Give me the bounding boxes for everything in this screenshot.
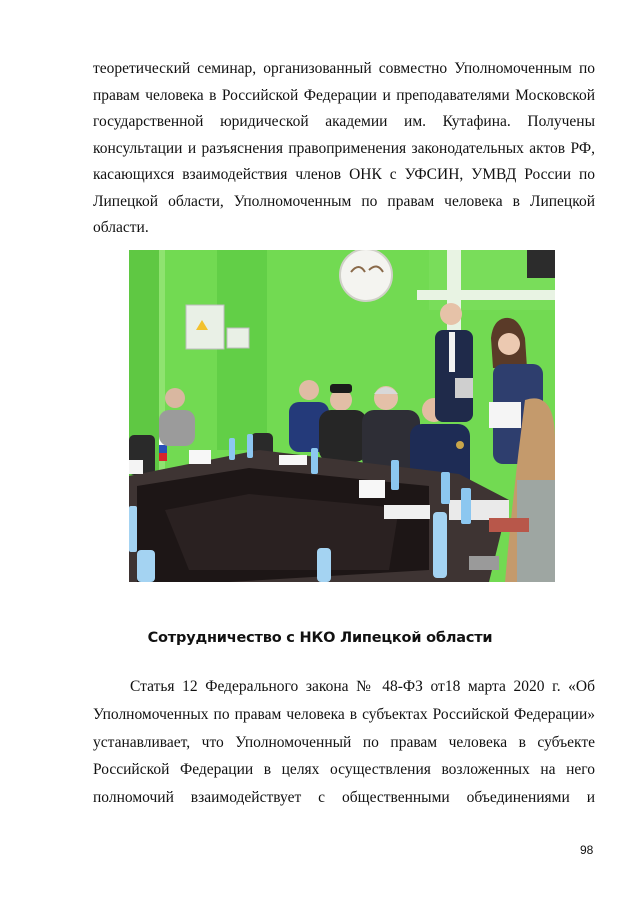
water-bottle	[461, 488, 471, 524]
body-paragraph-bottom	[93, 673, 595, 812]
text-line: правам человека в Российской Федерации и преподавателями Московской	[93, 86, 595, 104]
text-line: государственной юридической академии им. Кутафина. Получены	[93, 113, 595, 130]
text-line: Липецкой области, Уполномоченным по правам человека в Липецкой	[93, 192, 595, 210]
person-body	[319, 410, 367, 462]
person-shirt	[449, 332, 455, 372]
name-card	[359, 480, 385, 498]
flag-blue	[159, 445, 167, 453]
table-hole-inner	[165, 494, 399, 570]
wall-screen	[527, 250, 555, 278]
paper-sheet	[129, 460, 143, 474]
paper-sheet	[384, 505, 430, 519]
meeting-photo	[129, 250, 555, 582]
page-number: 98	[580, 843, 594, 857]
text-line: теоретический семинар, организованный совместно Уполномоченным по	[93, 60, 595, 77]
water-bottle	[317, 548, 331, 582]
section-heading: Сотрудничество с НКО Липецкой области	[147, 630, 493, 646]
person-head	[440, 303, 462, 325]
flag-red	[159, 453, 167, 461]
water-bottle	[311, 448, 318, 474]
text-line: касающихся взаимодействия членов ОНК с УФСИН, УМВД России по	[93, 166, 595, 183]
wall-clock	[340, 250, 392, 301]
water-bottle	[441, 472, 450, 504]
person-cap	[330, 384, 352, 393]
text-line: Уполномоченных по правам человека в субъектах Российской Федерации»	[93, 705, 595, 723]
tablet	[455, 378, 473, 398]
name-card	[189, 450, 211, 464]
person-body	[159, 410, 195, 446]
paper-sheet	[449, 500, 509, 520]
wall-sign-small	[227, 328, 249, 348]
meeting-photo-illustration	[129, 250, 555, 582]
paper-sheet	[489, 402, 521, 428]
body-paragraph-top	[93, 56, 595, 242]
water-bottle	[129, 506, 137, 552]
person-head	[498, 333, 520, 355]
phone	[469, 556, 499, 570]
person-head	[165, 388, 185, 408]
folder	[489, 518, 529, 532]
water-bottle	[433, 512, 447, 578]
uniform-badge	[456, 441, 464, 449]
name-card	[279, 455, 307, 465]
text-line: полномочий взаимодействует с общественными объединениями и	[93, 789, 595, 807]
text-line: Статья 12 Федерального закона № 48-ФЗ от18 марта 2020 г. «Об	[130, 678, 595, 695]
text-line: Российской Федерации в целях осуществления возложенных на него	[93, 761, 595, 779]
water-bottle	[247, 434, 253, 458]
text-line: области.	[93, 219, 149, 236]
person-head	[299, 380, 319, 400]
wall-pillar	[217, 250, 267, 450]
water-bottle	[137, 550, 155, 582]
text-line: устанавливает, что Уполномоченный по правам человека в субъекте	[93, 733, 595, 751]
water-bottle	[229, 438, 235, 460]
text-line: консультации и разъяснения правоприменения законодательных актов РФ,	[93, 139, 595, 157]
window-sill	[417, 290, 555, 300]
water-bottle	[391, 460, 399, 490]
